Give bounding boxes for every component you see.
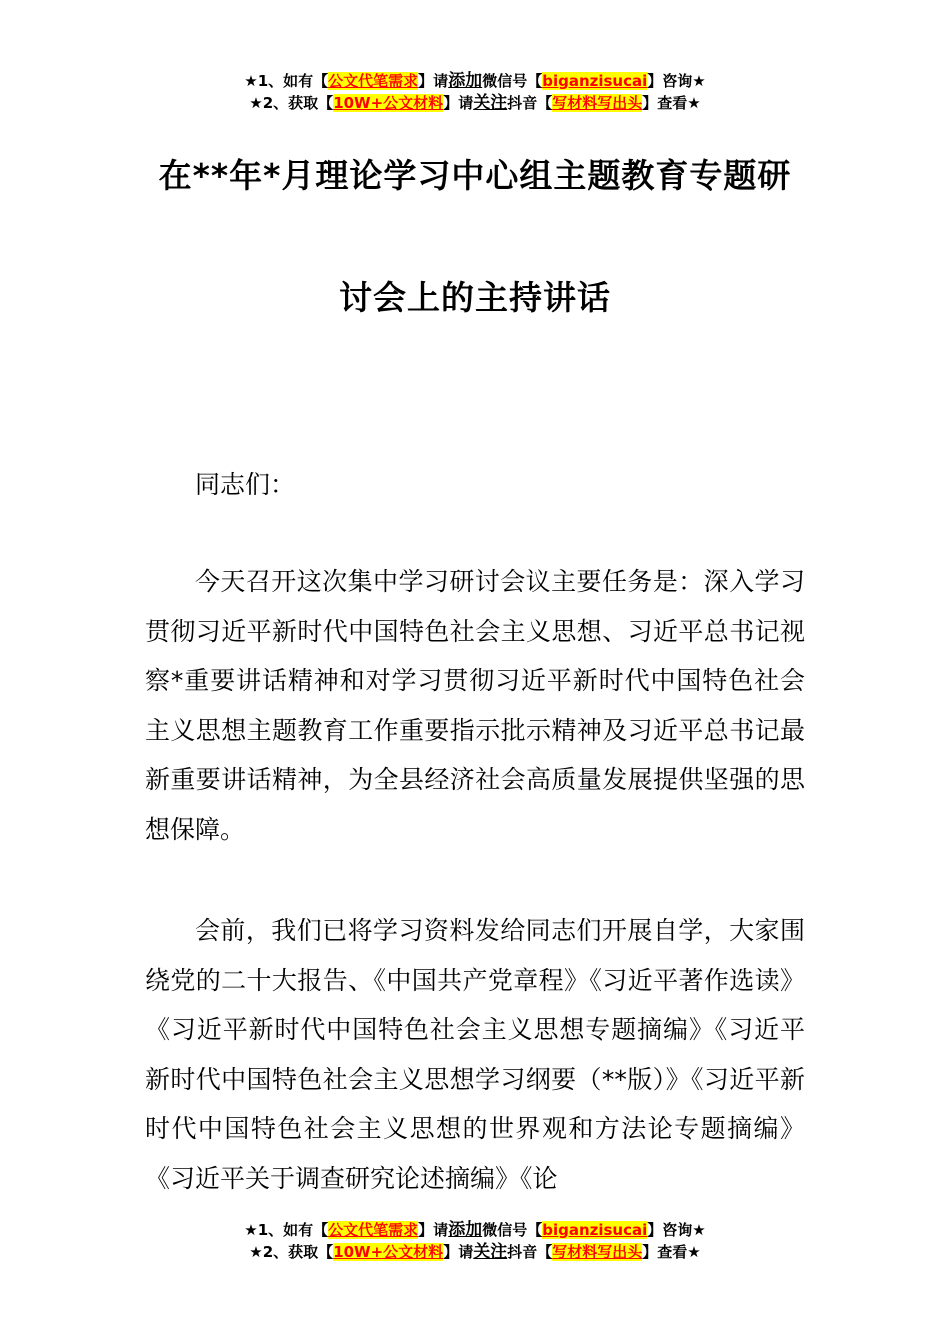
- banner-text: 抖音【: [507, 1243, 553, 1261]
- banner-text: 微信号【: [482, 72, 543, 90]
- banner-text: 】请: [443, 94, 474, 112]
- header-banner: [0, 70, 950, 114]
- footer-banner: [0, 1219, 950, 1263]
- paragraph-1-text: 今天召开这次集中学习研讨会议主要任务是：深入学习贯彻习近平新时代中国特色社会主义思想、习近平总书记视察*重要讲话精神和对学习贯彻习近平新时代中国特色社会主义思想主题教育工作重要指示批示精神及习近平总书记最新重要讲话精神，为全县经济社会高质量发展提供坚强的思想保障。: [145, 567, 805, 844]
- banner-highlight: 10W+公文材料: [333, 94, 444, 112]
- banner-text: 】咨询★: [647, 1221, 706, 1239]
- banner-text: 】请: [418, 72, 449, 90]
- banner-emphasis: 关注: [473, 93, 508, 113]
- banner-text: ★1、如有【: [244, 1221, 329, 1239]
- banner-highlight: 写材料写出头: [552, 94, 643, 112]
- paragraph-2: [145, 906, 805, 1203]
- banner-text: 】查看★: [642, 94, 701, 112]
- banner-emphasis: 添加: [448, 1220, 483, 1240]
- banner-text: 】查看★: [642, 1243, 701, 1261]
- paragraph-1: [145, 557, 805, 854]
- banner-line-1: [0, 70, 950, 92]
- banner-highlight: 写材料写出头: [552, 1243, 643, 1261]
- banner-highlight: 公文代笔需求: [328, 72, 419, 90]
- banner-text: ★2、获取【: [249, 1243, 334, 1261]
- banner-text: ★2、获取【: [249, 94, 334, 112]
- banner-emphasis: 添加: [448, 71, 483, 91]
- banner-text: 】咨询★: [647, 72, 706, 90]
- banner-line-2: [0, 1241, 950, 1263]
- banner-text: 微信号【: [482, 1221, 543, 1239]
- document-title-line-2: 讨会上的主持讲话: [339, 278, 611, 317]
- banner-text: ★1、如有【: [244, 72, 329, 90]
- banner-emphasis: 关注: [473, 1242, 508, 1262]
- banner-text: 】请: [443, 1243, 474, 1261]
- salutation-text: 同志们：: [195, 470, 296, 499]
- banner-line-2: [0, 92, 950, 114]
- paragraph-2-text: 会前，我们已将学习资料发给同志们开展自学，大家围绕党的二十大报告、《中国共产党章程》《习近平著作选读》《习近平新时代中国特色社会主义思想专题摘编》《习近平新时代中国特色社会主义思想学习纲要（**版）》《习近平新时代中国特色社会主义思想的世界观和方法论专题摘编》《习近平关于调查研究论述摘编》《论: [145, 916, 805, 1193]
- salutation: [145, 460, 805, 510]
- banner-highlight: biganzisucai: [542, 1221, 648, 1239]
- banner-highlight: biganzisucai: [542, 72, 648, 90]
- banner-text: 】请: [418, 1221, 449, 1239]
- document-title-line-1: 在**年*月理论学习中心组主题教育专题研: [158, 156, 792, 195]
- banner-text: 抖音【: [507, 94, 553, 112]
- banner-highlight: 公文代笔需求: [328, 1221, 419, 1239]
- banner-line-1: [0, 1219, 950, 1241]
- banner-highlight: 10W+公文材料: [333, 1243, 444, 1261]
